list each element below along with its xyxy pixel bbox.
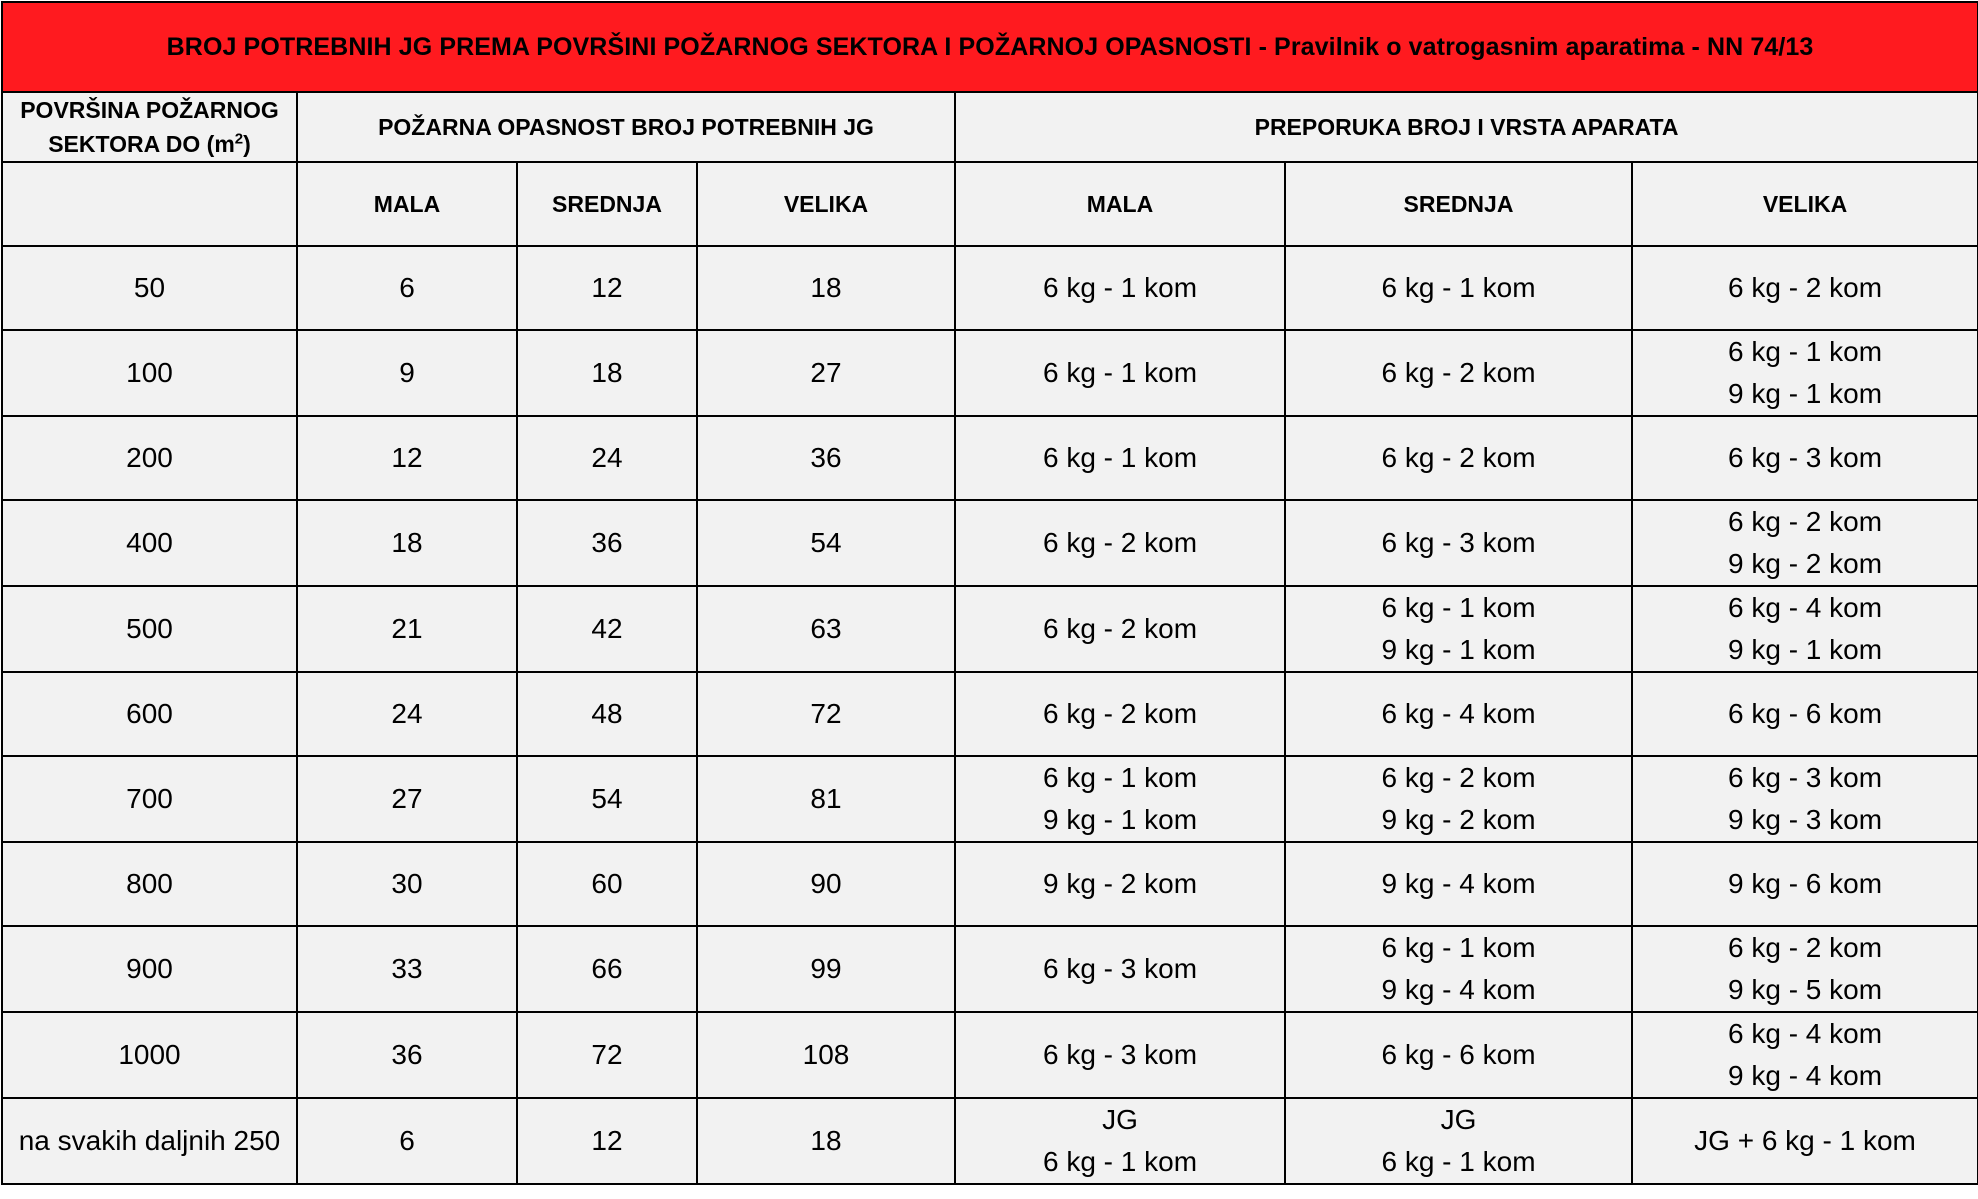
cell-velika: 99	[697, 926, 955, 1012]
cell-line: 6 kg - 1 kom	[1042, 272, 1198, 303]
cell-area: 700	[2, 756, 297, 842]
cell-p-srednja	[1285, 416, 1632, 500]
cell-velika: 18	[697, 1098, 955, 1184]
cell-line: JG	[1440, 1104, 1477, 1135]
subheader-velika: VELIKA	[697, 162, 955, 246]
cell-line: JG	[1102, 1104, 1138, 1135]
cell-mala: 9	[297, 330, 517, 416]
cell-p-srednja	[1285, 500, 1632, 586]
cell-line: 6 kg - 1 kom	[1042, 357, 1198, 388]
cell-mala: 6	[297, 1098, 517, 1184]
cell-p-velika	[1632, 416, 1978, 500]
cell-srednja: 36	[517, 500, 697, 586]
cell-velika: 54	[697, 500, 955, 586]
cell-line: 6 kg - 2 kom	[1381, 762, 1536, 793]
cell-p-velika	[1632, 586, 1978, 672]
cell-srednja: 12	[517, 1098, 697, 1184]
cell-mala: 36	[297, 1012, 517, 1098]
cell-p-mala	[955, 842, 1285, 926]
cell-line: 9 kg - 4 kom	[1381, 974, 1536, 1005]
cell-p-srednja	[1285, 246, 1632, 330]
subheader-mala: MALA	[297, 162, 517, 246]
cell-line: 6 kg - 2 kom	[1727, 506, 1883, 537]
cell-line: 9 kg - 4 kom	[1727, 1060, 1883, 1091]
cell-line: 6 kg - 2 kom	[1381, 442, 1536, 473]
table-row	[2, 416, 1978, 500]
cell-p-srednja	[1285, 1098, 1632, 1184]
cell-p-velika	[1632, 842, 1978, 926]
cell-p-mala	[955, 672, 1285, 756]
cell-velika: 81	[697, 756, 955, 842]
cell-line: 9 kg - 6 kom	[1727, 868, 1883, 899]
cell-mala: 18	[297, 500, 517, 586]
subheader-p-srednja: SREDNJA	[1285, 162, 1632, 246]
cell-area: 200	[2, 416, 297, 500]
header-preporuka: PREPORUKA BROJ I VRSTA APARATA	[955, 92, 1978, 162]
cell-line: 6 kg - 1 kom	[1381, 592, 1536, 623]
cell-line: 6 kg - 2 kom	[1727, 932, 1883, 963]
table-row	[2, 1098, 1978, 1184]
cell-area: 1000	[2, 1012, 297, 1098]
cell-line: 6 kg - 2 kom	[1042, 527, 1198, 558]
cell-line: JG + 6 kg - 1 kom	[1694, 1125, 1916, 1156]
header-area-sup: 2	[234, 130, 244, 148]
cell-line: 6 kg - 1 kom	[1381, 932, 1536, 963]
cell-velika: 27	[697, 330, 955, 416]
table-row	[2, 842, 1978, 926]
cell-velika: 72	[697, 672, 955, 756]
table-row	[2, 246, 1978, 330]
cell-srednja: 42	[517, 586, 697, 672]
cell-area: 50	[2, 246, 297, 330]
cell-p-velika	[1632, 330, 1978, 416]
cell-line: 9 kg - 2 kom	[1042, 868, 1198, 899]
cell-line: 6 kg - 3 kom	[1727, 762, 1883, 793]
header-area-line1: POVRŠINA POŽARNOG	[20, 97, 279, 123]
table-row	[2, 1012, 1978, 1098]
cell-line: 9 kg - 1 kom	[1727, 378, 1883, 409]
cell-p-velika	[1632, 756, 1978, 842]
cell-p-mala	[955, 1098, 1285, 1184]
cell-line: 9 kg - 1 kom	[1381, 634, 1536, 665]
cell-area: na svakih daljnih 250	[2, 1098, 297, 1184]
cell-p-velika	[1632, 1098, 1978, 1184]
cell-line: 6 kg - 1 kom	[1381, 1146, 1536, 1177]
table-row	[2, 500, 1978, 586]
cell-p-mala	[955, 416, 1285, 500]
cell-area: 400	[2, 500, 297, 586]
cell-line: 9 kg - 1 kom	[1042, 804, 1198, 835]
cell-mala: 33	[297, 926, 517, 1012]
cell-p-mala	[955, 1012, 1285, 1098]
cell-line: 6 kg - 1 kom	[1042, 762, 1198, 793]
cell-line: 6 kg - 4 kom	[1381, 698, 1536, 729]
cell-p-mala	[955, 926, 1285, 1012]
cell-p-velika	[1632, 1012, 1978, 1098]
cell-area: 600	[2, 672, 297, 756]
cell-p-mala	[955, 246, 1285, 330]
cell-srednja: 18	[517, 330, 697, 416]
fire-extinguisher-table	[1, 1, 1978, 1185]
cell-mala: 6	[297, 246, 517, 330]
cell-p-mala	[955, 500, 1285, 586]
cell-srednja: 12	[517, 246, 697, 330]
header-area	[2, 92, 297, 162]
cell-mala: 27	[297, 756, 517, 842]
cell-line: 9 kg - 1 kom	[1727, 634, 1883, 665]
cell-p-velika	[1632, 926, 1978, 1012]
cell-line: 9 kg - 2 kom	[1727, 548, 1883, 579]
cell-velika: 36	[697, 416, 955, 500]
cell-line: 9 kg - 3 kom	[1727, 804, 1883, 835]
cell-line: 6 kg - 1 kom	[1042, 1146, 1198, 1177]
cell-mala: 30	[297, 842, 517, 926]
table-row	[2, 672, 1978, 756]
cell-line: 6 kg - 3 kom	[1727, 442, 1883, 473]
cell-mala: 21	[297, 586, 517, 672]
cell-srednja: 54	[517, 756, 697, 842]
cell-p-srednja	[1285, 842, 1632, 926]
cell-line: 9 kg - 4 kom	[1381, 868, 1536, 899]
cell-line: 6 kg - 4 kom	[1727, 592, 1883, 623]
cell-line: 6 kg - 4 kom	[1727, 1018, 1883, 1049]
cell-velika: 90	[697, 842, 955, 926]
cell-p-srednja	[1285, 586, 1632, 672]
table-row	[2, 330, 1978, 416]
cell-mala: 12	[297, 416, 517, 500]
cell-line: 6 kg - 3 kom	[1042, 1039, 1198, 1070]
cell-line: 6 kg - 1 kom	[1381, 272, 1536, 303]
cell-p-velika	[1632, 672, 1978, 756]
cell-p-srednja	[1285, 756, 1632, 842]
cell-srednja: 48	[517, 672, 697, 756]
header-opasnost: POŽARNA OPASNOST BROJ POTREBNIH JG	[297, 92, 955, 162]
table-row	[2, 586, 1978, 672]
cell-p-srednja	[1285, 926, 1632, 1012]
header-area-line2: SEKTORA DO $(m^2)$	[48, 130, 251, 157]
cell-p-srednja	[1285, 672, 1632, 756]
cell-srednja: 66	[517, 926, 697, 1012]
cell-line: 6 kg - 2 kom	[1727, 272, 1883, 303]
subheader-srednja: SREDNJA	[517, 162, 697, 246]
cell-area: 500	[2, 586, 297, 672]
table-title: BROJ POTREBNIH JG PREMA POVRŠINI POŽARNOG SEKTORA I POŽARNOJ OPASNOSTI - Pravilnik o vatrogasnim aparatima - NN 74/13	[2, 2, 1978, 92]
cell-line: 6 kg - 1 kom	[1727, 336, 1883, 367]
cell-line: 6 kg - 6 kom	[1381, 1039, 1536, 1070]
cell-p-velika	[1632, 500, 1978, 586]
cell-velika: 108	[697, 1012, 955, 1098]
cell-p-mala	[955, 586, 1285, 672]
cell-line: 6 kg - 3 kom	[1381, 527, 1536, 558]
cell-srednja: 60	[517, 842, 697, 926]
subheader-p-velika: VELIKA	[1632, 162, 1978, 246]
table-row	[2, 756, 1978, 842]
cell-p-mala	[955, 330, 1285, 416]
cell-line: 6 kg - 2 kom	[1381, 357, 1536, 388]
cell-area: 800	[2, 842, 297, 926]
cell-velika: 18	[697, 246, 955, 330]
cell-srednja: 72	[517, 1012, 697, 1098]
cell-line: 6 kg - 6 kom	[1727, 698, 1883, 729]
cell-p-velika	[1632, 246, 1978, 330]
cell-line: 9 kg - 2 kom	[1381, 804, 1536, 835]
cell-line: 6 kg - 3 kom	[1042, 953, 1198, 984]
cell-area: 100	[2, 330, 297, 416]
cell-velika: 63	[697, 586, 955, 672]
cell-line: 6 kg - 1 kom	[1042, 442, 1198, 473]
cell-area: 900	[2, 926, 297, 1012]
cell-p-mala	[955, 756, 1285, 842]
subheader-p-mala: MALA	[955, 162, 1285, 246]
cell-line: 6 kg - 2 kom	[1042, 613, 1198, 644]
cell-line: 9 kg - 5 kom	[1727, 974, 1883, 1005]
cell-mala: 24	[297, 672, 517, 756]
header-empty	[2, 162, 297, 246]
cell-p-srednja	[1285, 330, 1632, 416]
table-row	[2, 926, 1978, 1012]
cell-p-srednja	[1285, 1012, 1632, 1098]
cell-srednja: 24	[517, 416, 697, 500]
cell-line: 6 kg - 2 kom	[1042, 698, 1198, 729]
